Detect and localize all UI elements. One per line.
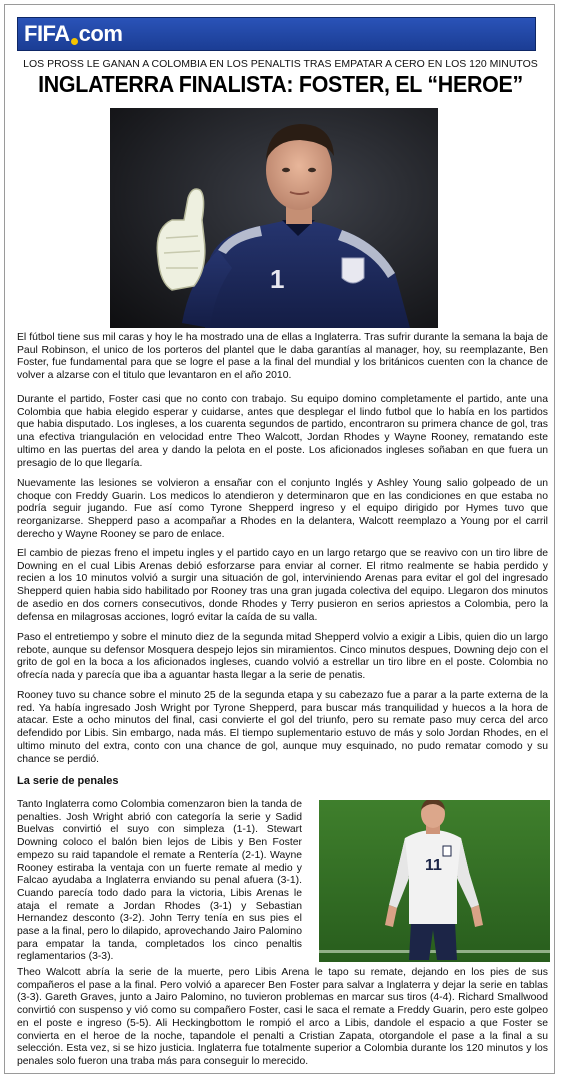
logo-ball-icon (71, 38, 78, 45)
fifa-logo[interactable] (24, 21, 122, 47)
section-title-penalties: La serie de penales (17, 775, 119, 787)
goalkeeper-photo (110, 108, 438, 328)
article-paragraph-6: Rooney tuvo su chance sobre el minuto 25 de la segunda etapa y su cabezazo fue a parar a la parte externa de la red. Ya había ingresado Josh Wright por Tyrone Shepperd, para buscar más tranquilidad y huecos a la hora de atacar. Este a ocho minutos del final, casi convierte el gol del triunfo, pero su remate paso muy cerca del arco defendido por Libis. Sin embargo, nada más. El tiempo suplementario estuvo de más y solo Jordan Rhodes, en el ultimo minuto del extra, conto con una chance de gol, aunque muy esquinado, no pudo rematar comodo y su chance se perdió. (17, 690, 548, 765)
closing-paragraph: Theo Walcott abría la serie de la muerte, pero Libis Arena le tapo su remate, dejando en los pies de sus compañeros el pase a la final. Pero volvió a aparecer Ben Foster para salvar a Inglaterra y dejar la serie en tablas (3-3). Gareth Graves, junto a Jairo Palomino, no tuvieron problemas en marcar sus tiros (4-4). Richard Smallwood convirtió con suspenso y vió como su compañero Foster, casi le saca el remate a Freddy Guarin, pero este golpeo en el poste e ingreso (5-5). Ali Heckingbottom le rompió el arco a Libis, dandole el espacio a que Foster se convierta en el heroe de la noche, tapandole el penalti a Cristian Zapata, otorgandole el pase a la final a su selección. Esta vez, si se hizo justicia. Inglaterra fue totalmente superior a Colombia durante los 120 minutos y los penales solo fueron una traba más para conseguir lo merecido. (17, 967, 548, 1067)
article-paragraph-2: Durante el partido, Foster casi que no conto con trabajo. Su equipo domino completamente el partido, ante una Colombia que habia elegido esperar y cuidarse, antes que desplegar el lindo futbol que lo había en los partidos que habia disputado. Los ingleses, a los cuarenta segundos de partido, encontraron su primera chance de gol, tras una efectiva triangulación en velocidad entre Theo Walcott, Jordan Rhodes y Wayne Rooney, rematando este ultimo en las puertas del area y dando la pelota en el poste. Los aficionados ingleses soñaban en que fuera un presagio de lo que llegaría. (17, 394, 548, 469)
article-paragraph-5: Paso el entretiempo y sobre el minuto diez de la segunda mitad Shepperd volvio a exigir a Libis, quien dio un largo rebote, aunque su defensor Mosquera despejo lejos sin miramientos. Cinco minutos despues, Downing dejo con el grito de gol en la boca a los aficionados ingleses, cuando volvió a estrellar un tiro libre en el poste. Colombia no ofrecía nada y parecía que iba a aguantar hasta llegar a la serie de penatis. (17, 632, 548, 682)
rooney-illustration (319, 800, 550, 962)
article-page (4, 4, 555, 1074)
rooney-shirt-number: 11 (425, 857, 442, 874)
logo-text-left: FIFA (24, 21, 70, 46)
article-headline: INGLATERRA FINALISTA: FOSTER, EL “HEROE” (38, 71, 523, 97)
article-paragraph-3: Nuevamente las lesiones se volvieron a ensañar con el conjunto Inglés y Ashley Young salio golpeado de un choque con Freddy Guarin. Los medicos lo atendieron y determinaron que en las condiciones en que estaba no podría seguir jugando. Fue así como Tyrone Shepperd ingreso y el equipo dirigido por Hymes tuvo que reorganizarse. Shepperd paso a acompañar a Rhodes en la delantera, Walcott reemplazo a Young por el carril derecho y Wayne Rooney se paro de enlace. (17, 478, 548, 540)
article-paragraph-4: El cambio de piezas freno el impetu ingles y el partido cayo en un largo retargo que se reavivo con un tiro libre de Downing en el cual Libis Arenas debió esforzarse para enviar al corner. El ritmo realmente se habia perdido y recien a los 10 minutos volvió a surgir una situación de gol, interviniendo Arenas para evitar el gol del ingresado Shepperd quien habia sido habilitado por Rooney tras una gran jugada colectiva del equipo. Llegaron dos minutos de asedio en dos corners consecutivos, donde Rhodes y Terry pusieron en serios apriestos a Colombia, pero la defensa en milagrosas acciones, logró evitar la caída de su valla. (17, 548, 548, 623)
logo-text-right: com (78, 21, 123, 46)
penalties-paragraph: Tanto Inglaterra como Colombia comenzaron bien la tanda de penalties. Josh Wright abrió con categoría la serie y Sadid Buelvas convirtió el suyo con simpleza (1-1). Stewart Downing coloco el balón bien lejos de Libis y Ben Foster empezo su raid tapandole el remate a Rentería (2-1). Wayne Rooney estiraba la ventaja con un fuerte remate al medio y Falcao ayudaba a Inglaterra enviando su penal afuera (3-1). Cuando parecía todo dado para la victoria, Libis Arenas le ataja el remate a Jordan Rhodes (3-1) y Sebastian Hernandez desconto (3-2). John Terry tenía en sus pies el pase a la final, pero lo dilapido, aprovechando Jairo Palomino para empatar la tanda, completados los cinco penaltis reglamentarios (3-3). (17, 799, 302, 963)
goalkeeper-illustration (110, 108, 438, 328)
fifa-header-bar (17, 17, 536, 51)
shirt-number: 1 (270, 264, 285, 294)
rooney-photo (319, 800, 550, 962)
article-kicker: LOS PROSS LE GANAN A COLOMBIA EN LOS PENALTIS TRAS EMPATAR A CERO EN LOS 120 MINUTOS (23, 58, 538, 70)
article-paragraph-1: El fútbol tiene sus mil caras y hoy le ha mostrado una de ellas a Inglaterra. Tras sufrir durante la semana la baja de Paul Robinson, el unico de los porteros del plantel que le daba garantías al manager, hoy, su reemplazante, Ben Foster, fue fundamental para que se logre el pase a la final del mundial y los británicos cuenten con la chance de volver a alzarse con el titulo que levantaron en el año 2010. (17, 332, 548, 382)
